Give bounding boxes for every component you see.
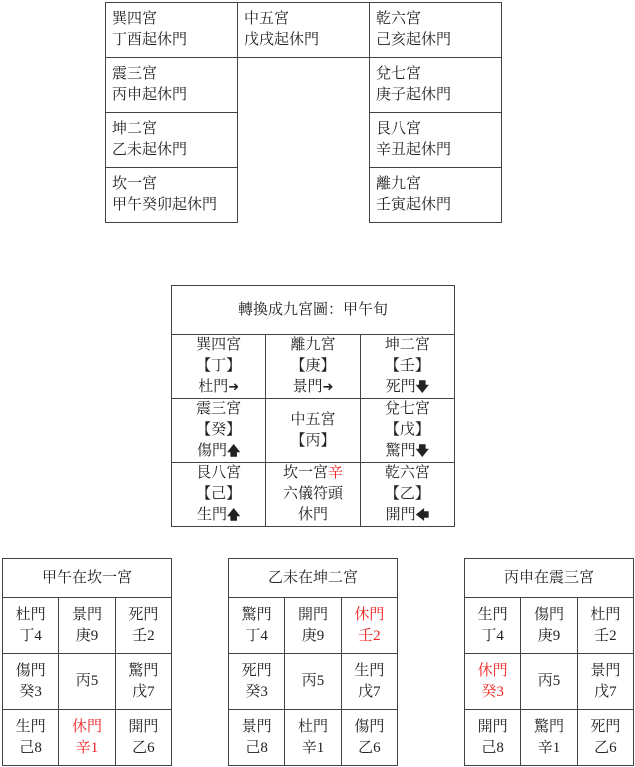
door: 生門 <box>196 507 227 523</box>
door: 驚門 <box>241 606 272 623</box>
grid-cell <box>285 710 341 766</box>
stem: 【丁】 <box>196 358 242 374</box>
door: 休門 <box>297 507 328 523</box>
origin-cell <box>370 168 502 223</box>
grid-cell <box>341 710 397 766</box>
stem: 【乙】 <box>384 486 430 502</box>
palace-name: 坤二宮 <box>384 337 430 353</box>
stem-number: 己8 <box>245 739 268 756</box>
door: 死門 <box>128 606 159 623</box>
stem-number: 戊7 <box>594 683 617 700</box>
grid-cell <box>465 654 521 710</box>
door: 開門 <box>297 606 328 623</box>
stem-number: 乙6 <box>132 739 155 756</box>
palace-cell <box>266 399 360 463</box>
stem-number: 乙6 <box>358 739 381 756</box>
palace-cell <box>172 335 266 399</box>
grid-title <box>465 559 634 598</box>
grid-cell <box>465 598 521 654</box>
door: 開門 <box>477 718 508 735</box>
arrow-icon: 🡇 <box>415 444 430 459</box>
grid-cell <box>577 710 633 766</box>
stem-number: 丙5 <box>75 673 99 689</box>
grid-cell <box>229 710 285 766</box>
start-text: 辛丑起休門 <box>376 142 452 158</box>
grid-cell <box>229 598 285 654</box>
empty-cell <box>238 168 370 223</box>
door: 驚門 <box>385 443 416 459</box>
grid-jiawu <box>2 558 172 766</box>
stem: 【戊】 <box>384 422 430 438</box>
grid-cell <box>521 654 577 710</box>
arrow-icon: ➜ <box>228 380 240 395</box>
door: 驚門 <box>128 662 159 679</box>
arrow-icon: ➜ <box>322 380 334 395</box>
stem-number: 壬2 <box>594 627 617 644</box>
palace-name: 巽四宮 <box>112 11 158 27</box>
door: 杜門 <box>198 379 229 395</box>
grid-cell <box>115 654 171 710</box>
palace-name: 中五宮 <box>290 411 336 428</box>
start-text: 戊戌起休門 <box>244 32 320 48</box>
door: 傷門 <box>15 662 46 679</box>
grid-cell <box>59 654 115 710</box>
grid-cell <box>59 710 115 766</box>
palace-name: 兌七宮 <box>376 66 422 82</box>
grid-cell <box>285 598 341 654</box>
start-text: 乙未起休門 <box>112 142 188 158</box>
door: 休門 <box>354 606 385 623</box>
stem-number: 庚9 <box>301 627 325 644</box>
start-text: 壬寅起休門 <box>376 197 452 213</box>
palace-name: 中五宮 <box>244 11 290 27</box>
stem-number: 壬2 <box>358 627 381 644</box>
stem-number: 辛1 <box>537 739 561 756</box>
palace-name: 艮八宮 <box>196 465 242 481</box>
start-text: 庚子起休門 <box>376 87 452 103</box>
stem: 六儀符頭 <box>282 486 343 502</box>
grid-bingshen <box>464 558 634 766</box>
door: 開門 <box>385 507 416 523</box>
palace-cell <box>360 399 454 463</box>
door: 休門 <box>477 662 508 679</box>
stem-number: 庚9 <box>537 627 561 644</box>
title-text: 丙申在震三宮 <box>503 569 594 586</box>
stem: 【庚】 <box>290 358 336 374</box>
door: 景門 <box>590 662 621 679</box>
arrow-icon: 🡅 <box>226 508 241 523</box>
palace-name: 離九宮 <box>290 337 336 353</box>
start-text: 丙申起休門 <box>112 87 188 103</box>
origin-cell <box>106 58 238 113</box>
origin-cell <box>370 58 502 113</box>
door: 生門 <box>354 662 385 679</box>
origin-table <box>105 2 502 223</box>
door: 開門 <box>128 718 159 735</box>
stem-number: 壬2 <box>132 627 155 644</box>
grid-cell <box>115 710 171 766</box>
grid-cell <box>3 654 59 710</box>
palace-cell <box>172 463 266 527</box>
door: 死門 <box>385 379 416 395</box>
empty-cell <box>238 113 370 168</box>
door: 傷門 <box>354 718 385 735</box>
arrow-icon: 🡇 <box>415 380 430 395</box>
title-text: 乙未在坤二宮 <box>267 569 358 586</box>
door: 休門 <box>71 718 102 735</box>
door: 景門 <box>241 718 272 735</box>
origin-cell <box>370 113 502 168</box>
origin-cell <box>106 168 238 223</box>
palace-name: 坎一宮 <box>282 465 328 481</box>
origin-cell <box>106 3 238 58</box>
table-title <box>172 286 455 335</box>
arrow-icon: 🡄 <box>415 508 430 523</box>
grid-title <box>229 559 398 598</box>
stem-number: 丁4 <box>245 627 268 644</box>
title-text: 甲午在坎一宮 <box>41 569 132 586</box>
arrow-icon: 🡅 <box>226 444 241 459</box>
stem-number: 乙6 <box>594 739 617 756</box>
stem-number: 丁4 <box>481 627 504 644</box>
nine-palace-table <box>171 285 455 527</box>
grid-cell <box>465 710 521 766</box>
door: 杜門 <box>297 718 328 735</box>
stem-number: 庚9 <box>75 627 99 644</box>
start-text: 甲午癸卯起休門 <box>112 197 218 213</box>
palace-name: 兌七宮 <box>384 401 430 417</box>
grid-cell <box>341 598 397 654</box>
stem-number: 戊7 <box>132 683 155 700</box>
stem-number: 辛1 <box>75 739 99 756</box>
highlight-stem: 辛 <box>327 465 343 481</box>
grid-cell <box>3 710 59 766</box>
start-text: 己亥起休門 <box>376 32 452 48</box>
grid-cell <box>521 710 577 766</box>
stem-number: 癸3 <box>19 683 42 700</box>
palace-name: 坎一宮 <box>112 176 158 192</box>
grid-cell <box>521 598 577 654</box>
origin-cell <box>106 113 238 168</box>
stem-number: 癸3 <box>481 683 504 700</box>
door: 傷門 <box>533 606 564 623</box>
grid-cell <box>115 598 171 654</box>
stem-number: 丙5 <box>537 673 561 689</box>
stem: 【癸】 <box>196 422 242 438</box>
palace-name: 乾六宮 <box>384 465 430 481</box>
stem-number: 癸3 <box>245 683 268 700</box>
stem-number: 己8 <box>481 739 504 756</box>
stem-number: 己8 <box>19 739 42 756</box>
palace-cell <box>360 335 454 399</box>
stem-number: 丙5 <box>301 673 325 689</box>
grid-cell <box>285 654 341 710</box>
door: 死門 <box>590 718 621 735</box>
palace-cell <box>360 463 454 527</box>
palace-name: 艮八宮 <box>376 121 422 137</box>
grid-cell <box>59 598 115 654</box>
empty-cell <box>238 58 370 113</box>
door: 死門 <box>241 662 272 679</box>
palace-cell <box>266 463 360 527</box>
grid-cell <box>577 598 633 654</box>
door: 景門 <box>71 606 102 623</box>
stem: 【己】 <box>196 486 242 502</box>
palace-name: 坤二宮 <box>112 121 158 137</box>
origin-cell <box>370 3 502 58</box>
stem-number: 戊7 <box>358 683 381 700</box>
grid-title <box>3 559 172 598</box>
title-text: 轉換成九宮圖：甲午旬 <box>237 301 388 318</box>
grid-cell <box>341 654 397 710</box>
door: 杜門 <box>15 606 46 623</box>
palace-cell <box>172 399 266 463</box>
palace-name: 離九宮 <box>376 176 422 192</box>
grid-cell <box>229 654 285 710</box>
palace-name: 震三宮 <box>112 66 158 82</box>
stem: 【丙】 <box>290 432 336 449</box>
palace-name: 震三宮 <box>196 401 242 417</box>
door: 杜門 <box>590 606 621 623</box>
grid-cell <box>3 598 59 654</box>
door: 景門 <box>292 379 323 395</box>
palace-cell <box>266 335 360 399</box>
palace-name: 巽四宮 <box>196 337 242 353</box>
palace-name: 乾六宮 <box>376 11 422 27</box>
stem-number: 丁4 <box>19 627 42 644</box>
grid-yiwei <box>228 558 398 766</box>
grid-cell <box>577 654 633 710</box>
stem-number: 辛1 <box>301 739 325 756</box>
start-text: 丁酉起休門 <box>112 32 188 48</box>
door: 驚門 <box>533 718 564 735</box>
door: 生門 <box>477 606 508 623</box>
door: 生門 <box>15 718 46 735</box>
origin-cell <box>238 3 370 58</box>
stem: 【壬】 <box>384 358 430 374</box>
door: 傷門 <box>196 443 227 459</box>
